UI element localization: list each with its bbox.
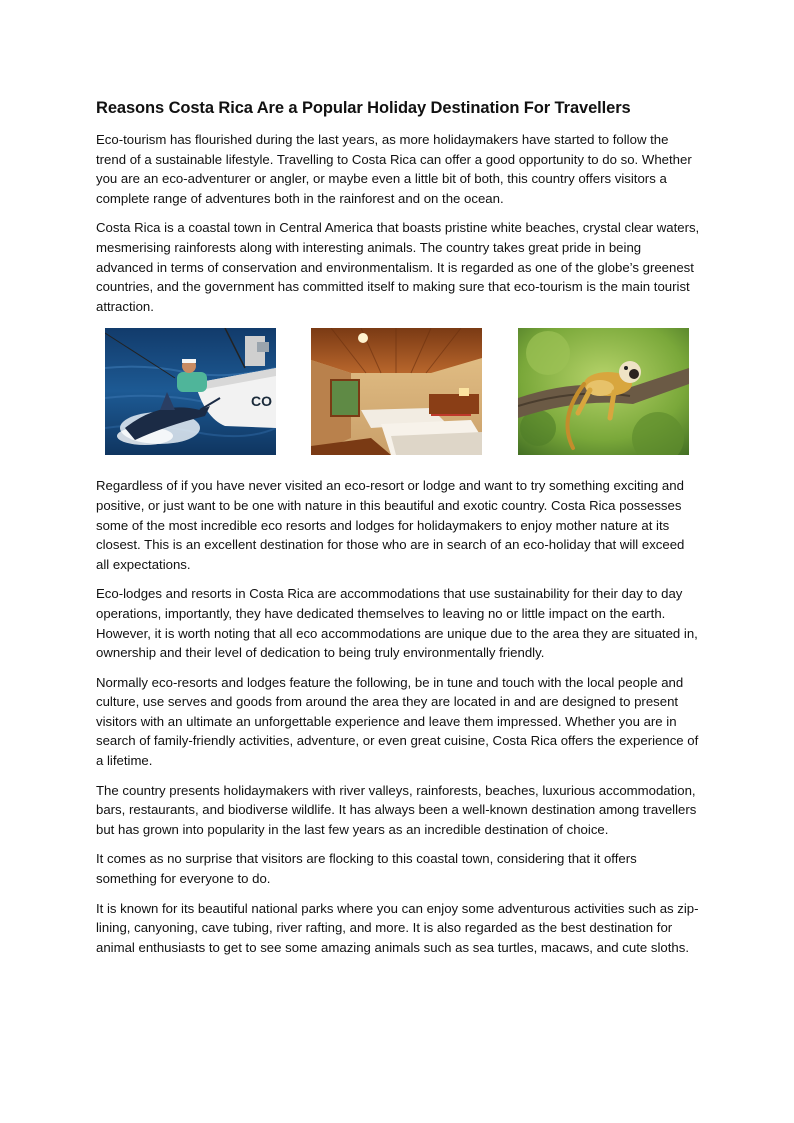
article-title: Reasons Costa Rica Are a Popular Holiday Destination For Travellers — [96, 99, 631, 117]
squirrel-monkey-photo — [518, 328, 689, 455]
body-paragraph-3: Normally eco-resorts and lodges feature the following, be in tune and touch with the local people and culture, use serves and goods from around the area they are located in and are designed to present visitors with an ultimate an unforgettable experience and leave them impressed. Whether you are in search of family-friendly activities, adventure, or even great cuisine, Costa Rica offers the experience of a lifetime. — [96, 674, 699, 769]
boat-lettering: CO — [251, 393, 272, 410]
intro-paragraph-1: Eco-tourism has flourished during the last years, as more holidaymakers have started to follow the trend of a sustainable lifestyle. Travelling to Costa Rica can offer a good opportunity to do so. Whether you are an eco-adventurer or angler, or maybe even a little bit of both, this country offers visitors a complete range of adventures both in the rainforest and on the ocean. — [96, 132, 692, 206]
body-paragraph-5: It comes as no surprise that visitors are flocking to this coastal town, considering that it offers something for everyone to do. — [96, 851, 637, 887]
document-page — [96, 98, 700, 967]
body-paragraph-1: Regardless of if you have never visited an eco-resort or lodge and want to try something exciting and positive, or just want to be one with nature in this beautiful and exotic country. Costa Rica possesses some of the most incredible eco resorts and lodges for holidaymakers to enjoy mother nature at its closest. This is an excellent destination for those who are in search of an eco-holiday that will exceed all expectations. — [96, 478, 685, 572]
body-paragraph-4: The country presents holidaymakers with river valleys, rainforests, beaches, luxurious accommodation, bars, restaurants, and biodiverse wildlife. It has always been a well-known destination among travellers but has grown into popularity in the last few years as an incredible destination of choice. — [96, 782, 697, 837]
body-paragraph-2: Eco-lodges and resorts in Costa Rica are accommodations that use sustainability for their day to day operations, importantly, they have dedicated themselves to leaving no or little impact on the earth. However, it is worth noting that all eco accommodations are unique due to the area they are situated in, ownership and their level of dedication to being truly environmentally friendly. — [96, 586, 698, 661]
photo-row — [96, 328, 700, 456]
eco-lodge-room-photo — [311, 328, 482, 455]
sport-fishing-photo — [105, 328, 276, 455]
intro-paragraph-2: Costa Rica is a coastal town in Central America that boasts pristine white beaches, crystal clear waters, mesmerising rainforests along with interesting animals. The country takes great pride in being advanced in terms of conservation and environmentalism. It is regarded as one of the globe’s greenest countries, and the government has committed itself to making sure that eco-tourism is the main tourist attraction. — [96, 220, 700, 314]
body-paragraph-6: It is known for its beautiful national parks where you can enjoy some adventurous activities such as zip-lining, canyoning, cave tubing, river rafting, and more. It is also regarded as the best destination for animal enthusiasts to get to see some amazing animals such as sea turtles, macaws, and cute sloths. — [96, 900, 699, 955]
